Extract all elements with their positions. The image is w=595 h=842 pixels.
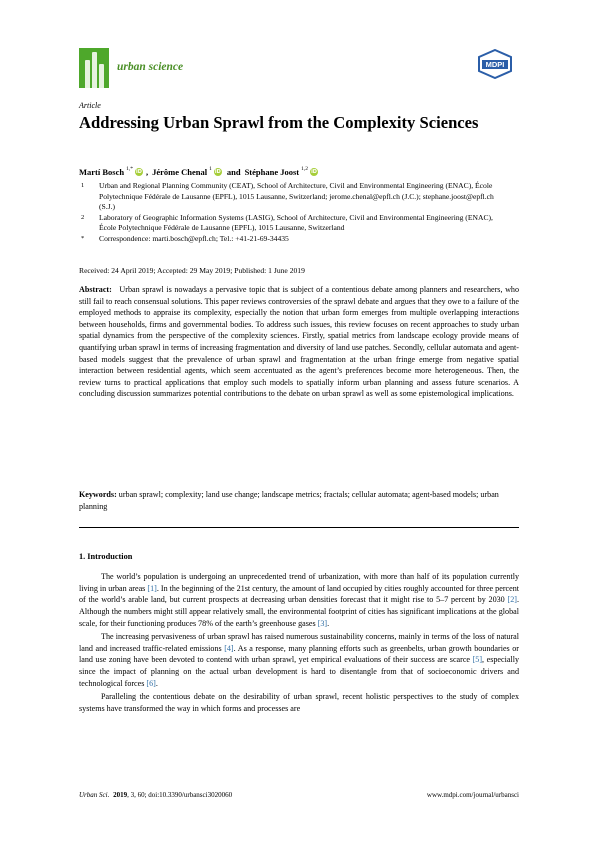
paragraph	[79, 571, 519, 629]
paragraph-text: . In the beginning of the 21st century, the amount of land occupied by cities roughly accounted for three percent of the world’s arable land, but current prospects at decreasing urban densities forecast that it might rise to 5–7 percent by 2030	[79, 583, 519, 605]
orcid-icon[interactable]: iD	[214, 169, 221, 175]
keywords-label: Keywords:	[79, 490, 117, 499]
footer-year: 2019	[113, 791, 128, 799]
paragraph-text: Paralleling the contentious debate on the desirability of urban sprawl, recent holistic perspectives to the study of complex systems have transformed the way in which forms and processes are	[79, 692, 519, 713]
author-name: Stéphane Joost	[244, 167, 300, 177]
paragraph-text: The increasing pervasiveness of urban sprawl has raised numerous sustainability concerns, mainly in terms of the loss of natural land and increased traffic-related emissions	[79, 632, 519, 653]
citation-link[interactable]: [6]	[146, 678, 156, 688]
paragraph-text: , especially since the impact of planning on the actual urban development is hard to disentangle from that of socioeconomic drivers and technological forces	[79, 655, 519, 688]
journal-logo	[79, 48, 109, 88]
paragraph	[79, 691, 519, 714]
abstract-text: Urban sprawl is nowadays a pervasive topic that is subject of a contentious debate among planners and researchers, who still fail to reach consensual solutions. This paper reviews controversies of the sprawl debate and argues that they owe to a failure of the employed methods to appraise its complexity, especially the notion that urban form emerges from multiple overlapping interactions between households, firms and governmental bodies. To address such issues, this review focuses on recent approaches to study urban spatial dynamics from the perspective of the complexity sciences. Firstly, spatial metrics from landscape ecology provide means of quantifying urban sprawl in terms of increasing fragmentation and diversity of land use patches. Secondly, cellular automata and agent-based models suggest that the prevalence of urban sprawl and fragmentation at the urban fringe emerge from negative spatial interaction between residential agents, which seem accentuated as the agent’s preferences become more heterogeneous. Then, the review turns to practical applications that employ such models to spatially inform urban planning and assess future scenarios. A concluding discussion summarizes potential contributions to the debate on urban sprawl as well as some epistemological implications.	[79, 285, 520, 399]
paragraph-text: The world’s population is undergoing an unprecedented trend of urbanization, with more than half of its population currently living in urban areas	[79, 572, 519, 593]
citation-link[interactable]: [3]	[317, 618, 328, 628]
paragraph	[79, 631, 519, 689]
section-title: 1. Introduction	[79, 552, 133, 561]
keywords	[79, 489, 519, 512]
paragraph-text: .	[155, 678, 158, 688]
orcid-icon[interactable]: iD	[136, 169, 142, 175]
journal-name: urban science	[117, 61, 184, 73]
footer-url[interactable]: www.mdpi.com/journal/urbansci	[426, 791, 519, 799]
affiliation-mark: 2	[81, 213, 85, 221]
affiliation-text: Urban and Regional Planning Community (CEAT), School of Architecture, Civil and Environmental Engineering (ENAC), École Polytechnique Fédérale de Lausanne (EPFL), 1015 Lausanne, Switzerland; jerome.chenal@epfl.ch (J.C.); stephane.joost@epfl.ch (S.J.)	[99, 181, 494, 211]
author-affiliation-mark: 1	[209, 166, 212, 172]
keywords-text: urban sprawl; complexity; land use change; landscape metrics; fractals; cellular automata; agent-based models; urban planning	[79, 490, 499, 511]
author-affiliation-mark: 1,2	[301, 166, 309, 172]
orcid-icon[interactable]: iD	[311, 169, 317, 175]
affiliation-mark: 1	[81, 182, 85, 189]
section-body	[79, 571, 519, 716]
author-affiliation-mark: 1,*	[126, 166, 133, 172]
affiliation-item	[79, 234, 519, 245]
section-divider	[79, 527, 519, 528]
affiliation-text: Laboratory of Geographic Information Systems (LASIG), School of Architecture, Civil and Environmental Engineering (ENAC), École Polytechnique Fédérale de Lausanne (EPFL), 1015 Lausanne, Switzerland	[99, 212, 493, 232]
publication-dates: Received: 24 April 2019; Accepted: 29 May 2019; Published: 1 June 2019	[79, 266, 305, 275]
correspondence-text: Correspondence: marti.bosch@epfl.ch; Tel.: +41-21-69-34435	[99, 233, 289, 243]
citation-link[interactable]: [5]	[472, 655, 483, 665]
affiliation-item	[79, 181, 519, 213]
abstract	[79, 284, 519, 400]
author-separator: ,	[145, 167, 149, 177]
author-separator: and	[226, 167, 241, 177]
paragraph-text: . As a response, many planning efforts such as greenbelts, urban growth boundaries or land use zoning have been devoted to contend with urban sprawl, yet empirical evaluations of their success are scarce	[79, 643, 519, 665]
footer-journal-abbrev: Urban Sci.	[79, 791, 110, 799]
abstract-label: Abstract:	[79, 285, 112, 294]
article-title: Addressing Urban Sprawl from the Complexity Sciences	[79, 113, 479, 132]
citation-link[interactable]: [4]	[224, 643, 234, 653]
mdpi-logo	[475, 49, 515, 79]
citation-link[interactable]: [2]	[507, 595, 517, 605]
affiliation-mark: *	[81, 234, 85, 242]
paragraph-text: .	[327, 618, 330, 628]
citation-link[interactable]: [1]	[147, 583, 157, 593]
article-type: Article	[79, 101, 101, 110]
author-list	[79, 167, 319, 177]
author-name: Martí Bosch	[79, 167, 125, 177]
affiliation-item	[79, 213, 519, 234]
affiliations	[79, 181, 519, 244]
author-name: Jérôme Chenal	[152, 167, 208, 177]
footer-citation	[79, 791, 232, 799]
paragraph-text: . Although the numbers might still appear relatively small, the environmental footprint of cities has significant implications at the global scale, for their functioning produces 78% of the earth’s greenhouse gases	[79, 595, 519, 628]
mdpi-logo-text: MDPI	[485, 60, 505, 70]
footer-citation-rest: , 3, 60; doi:10.3390/urbansci3020060	[127, 791, 233, 799]
